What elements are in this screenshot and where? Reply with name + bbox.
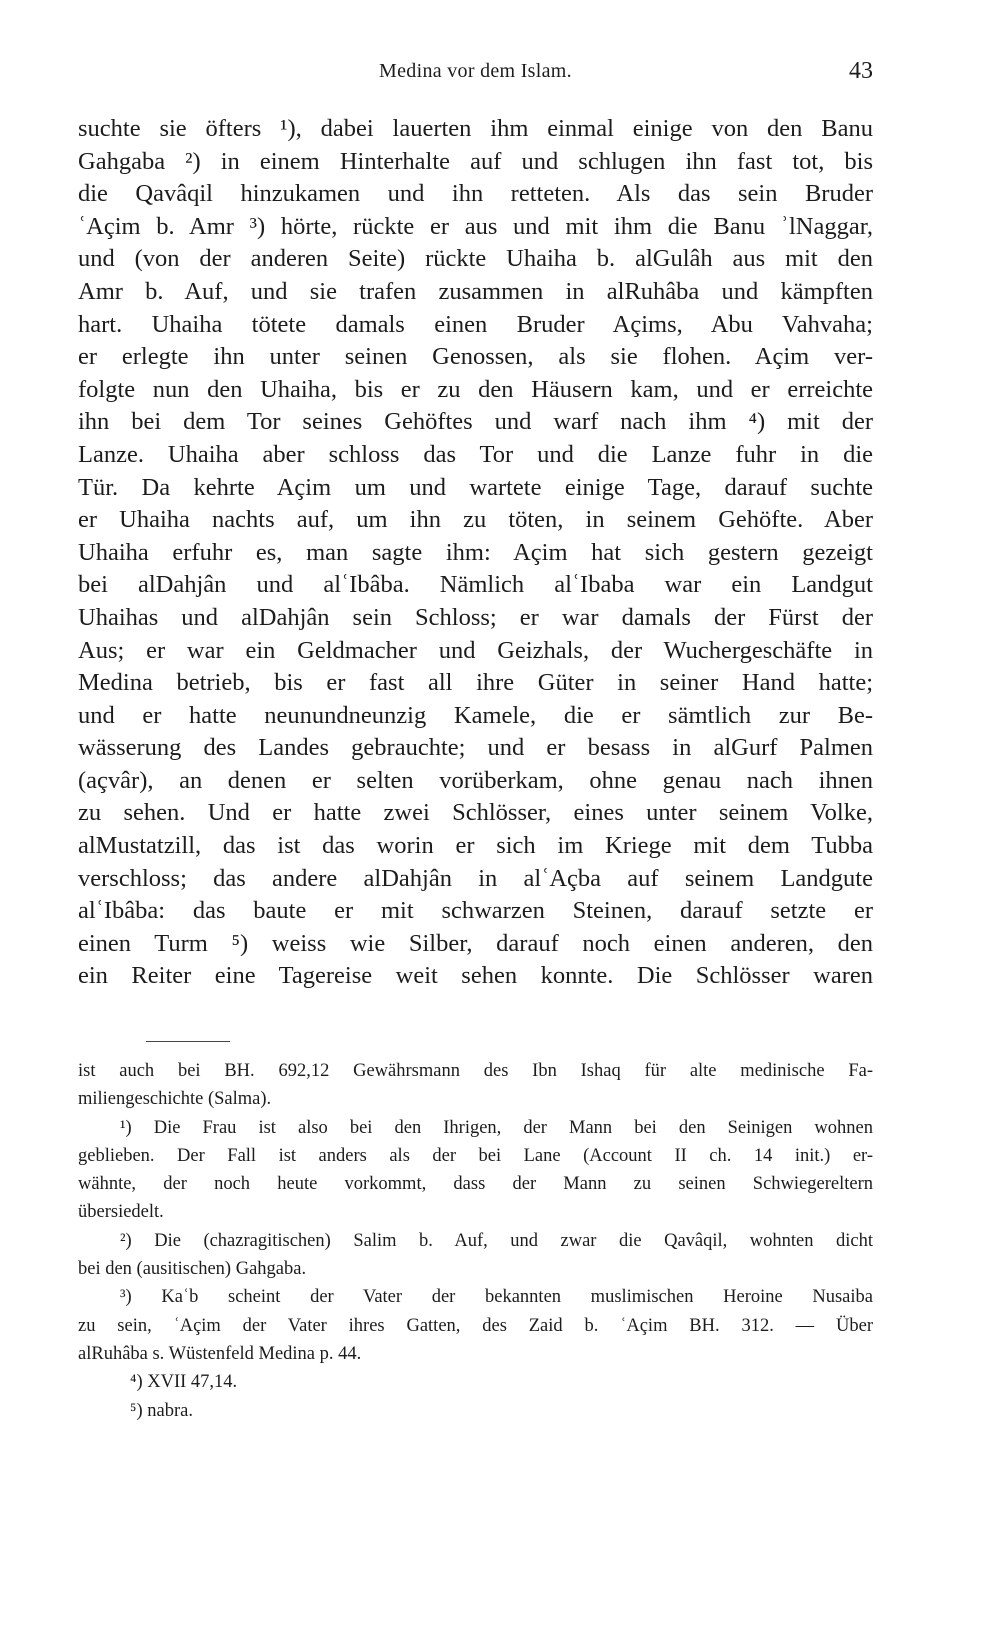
text-line: Gahgaba ²) in einem Hinterhalte auf und schlugen ihn fast tot, bis: [78, 147, 873, 175]
text-line: zu sehen. Und er hatte zwei Schlösser, eines unter seinem Volke,: [78, 799, 873, 827]
text-line: (açvâr), an denen er selten vorüberkam, ohne genau nach ihnen: [78, 766, 873, 794]
text-line: er erlegte ihn unter seinen Genossen, als sie flohen. Açim ver-: [78, 343, 873, 371]
text-line: alMustatzill, das ist das worin er sich im Kriege mit dem Tubba: [78, 832, 873, 860]
footnote-line: alRuhâba s. Wüstenfeld Medina p. 44.: [78, 1343, 362, 1364]
text-line: wässerung des Landes gebrauchte; und er besass in alGurf Palmen: [78, 734, 873, 762]
text-line: die Qavâqil hinzukamen und ihn retteten. Als das sein Bruder: [78, 180, 873, 208]
text-line: Uhaiha erfuhr es, man sagte ihm: Açim hat sich gestern gezeigt: [78, 538, 873, 566]
text-line: und (von der anderen Seite) rückte Uhaiha b. alGulâh aus mit den: [78, 245, 873, 273]
text-line: Amr b. Auf, und sie trafen zusammen in alRuhâba und kämpften: [78, 277, 873, 305]
page-number: 43: [849, 58, 873, 84]
text-line: Medina betrieb, bis er fast all ihre Güter in seiner Hand hatte;: [78, 669, 873, 697]
text-line: folgte nun den Uhaiha, bis er zu den Häusern kam, und er erreichte: [78, 375, 873, 403]
text-line: Aus; er war ein Geldmacher und Geizhals, der Wuchergeschäfte in: [78, 636, 873, 664]
text-line: verschloss; das andere alDahjân in alʿAçba auf seinem Landgute: [78, 864, 873, 892]
footnote-line: bei den (ausitischen) Gahgaba.: [78, 1259, 307, 1280]
footnote-line: wähnte, der noch heute vorkommt, dass der Mann zu seinen Schwiegereltern: [78, 1174, 873, 1195]
text-line: ihn bei dem Tor seines Gehöftes und warf nach ihm ⁴) mit der: [78, 408, 873, 436]
footnote-5: ⁵) nabra.: [130, 1400, 193, 1421]
text-line: Lanze. Uhaiha aber schloss das Tor und die Lanze fuhr in die: [78, 440, 873, 468]
text-line: Uhaihas und alDahjân sein Schloss; er war damals der Fürst der: [78, 603, 873, 631]
footnote-line: geblieben. Der Fall ist anders als der bei Lane (Account II ch. 14 init.) er-: [78, 1145, 873, 1166]
footnote-2: ²) Die (chazragitischen) Salim b. Auf, und zwar die Qavâqil, wohnten dicht: [120, 1230, 873, 1251]
footnote-1: ¹) Die Frau ist also bei den Ihrigen, der Mann bei den Seinigen wohnen: [120, 1117, 873, 1138]
page-header: [78, 60, 873, 90]
footnotes: [78, 1057, 873, 1425]
main-text: [78, 113, 873, 993]
footnote-line: übersiedelt.: [78, 1202, 164, 1223]
text-line: Tür. Da kehrte Açim um und wartete einige Tage, darauf suchte: [78, 473, 873, 501]
footnote-line: miliengeschichte (Salma).: [78, 1089, 272, 1110]
text-line: und er hatte neunundneunzig Kamele, die er sämtlich zur Be-: [78, 701, 873, 729]
text-line: einen Turm ⁵) weiss wie Silber, darauf noch einen anderen, den: [78, 929, 873, 957]
footnote-3: ³) Kaʿb scheint der Vater der bekannten muslimischen Heroine Nusaiba: [120, 1287, 873, 1308]
text-line: ein Reiter eine Tagereise weit sehen konnte. Die Schlösser waren: [78, 962, 873, 990]
footnote-separator: [146, 1041, 230, 1042]
text-line: suchte sie öfters ¹), dabei lauerten ihm einmal einige von den Banu: [78, 115, 873, 142]
text-line: hart. Uhaiha tötete damals einen Bruder Açims, Abu Vahvaha;: [78, 310, 873, 338]
text-line: ʿAçim b. Amr ³) hörte, rückte er aus und mit ihm die Banu ʾlNaggar,: [78, 212, 873, 240]
footnote-line: zu sein, ʿAçim der Vater ihres Gatten, des Zaid b. ʿAçim BH. 312. — Über: [78, 1315, 873, 1336]
text-line: alʿIbâba: das baute er mit schwarzen Steinen, darauf setzte er: [78, 897, 873, 925]
running-title: Medina vor dem Islam.: [379, 60, 572, 82]
footnote-line: ist auch bei BH. 692,12 Gewährsmann des Ibn Ishaq für alte medinische Fa-: [78, 1061, 873, 1081]
footnote-4: ⁴) XVII 47,14.: [130, 1372, 238, 1393]
text-line: er Uhaiha nachts auf, um ihn zu töten, in seinem Gehöfte. Aber: [78, 506, 873, 534]
text-line: bei alDahjân und alʿIbâba. Nämlich alʿIbaba war ein Landgut: [78, 571, 873, 599]
